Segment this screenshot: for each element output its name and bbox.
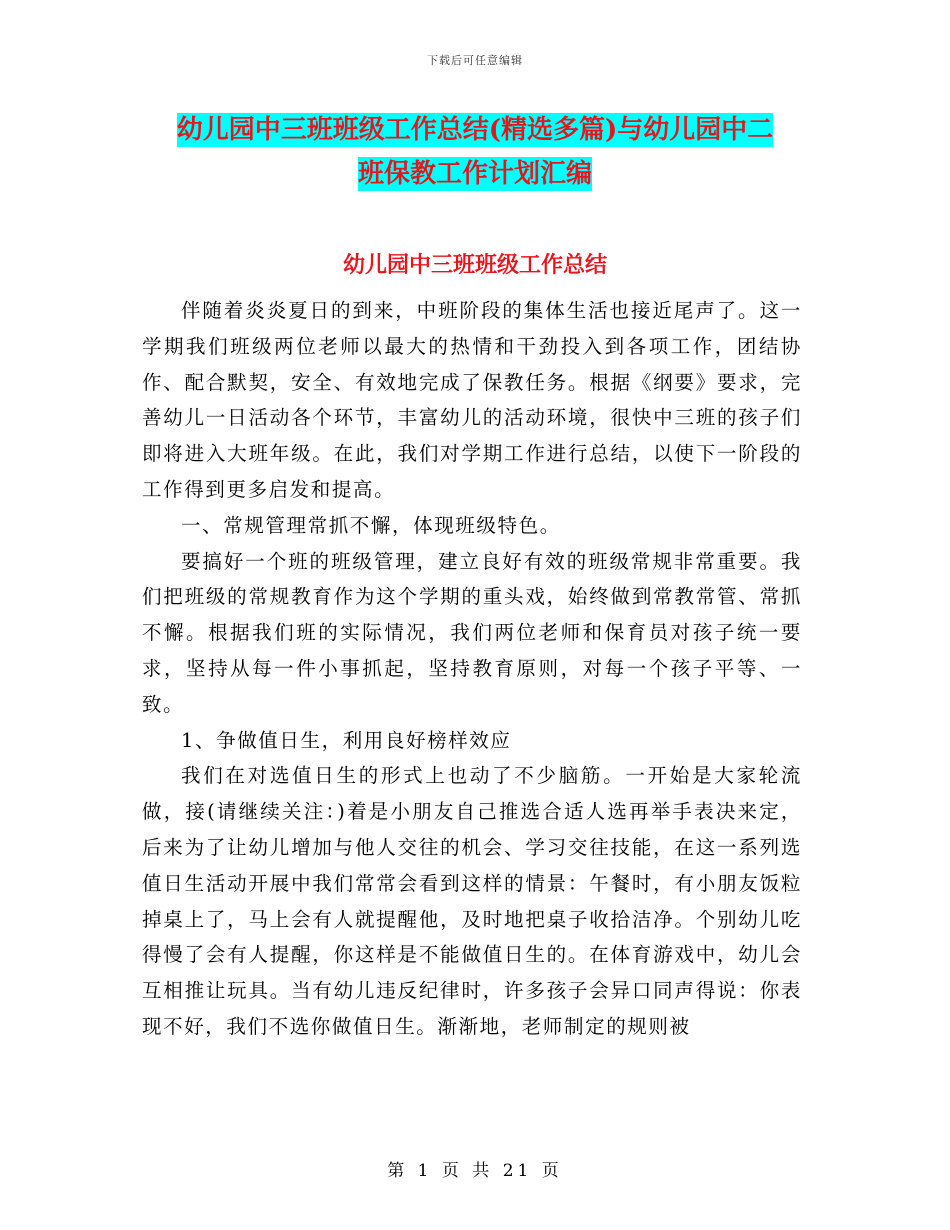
document-title-line-2: 班保教工作计划汇编 <box>357 159 592 189</box>
page-number: 第 1 页 共 21 页 <box>387 1161 563 1181</box>
header-note: 下载后可任意编辑 <box>427 54 523 67</box>
paragraph-duty: 我们在对选值日生的形式上也动了不少脑筋。一开始是大家轮流做，接(请继续关注：)着是小朋友自己推选合适人选再举手表决来定，后来为了让幼儿增加与他人交往的机会、学习交往技能，在这一系列选值日生活动开展中我们常常会看到这样的情景：午餐时，有小朋友饭粒掉桌上了，马上会有人就提醒他，及时地把桌子收拾洁净。个别幼儿吃得慢了会有人提醒，你这样是不能做值日生的。在体育游戏中，幼儿会互相推让玩具。当有幼儿违反纪律时，许多孩子会异口同声得说：你表现不好，我们不选你做值日生。渐渐地，老师制定的规则被 <box>142 764 802 1038</box>
paragraph-subheading-1: 1、争做值日生，利用良好榜样效应 <box>181 728 512 752</box>
body-text <box>142 293 802 1045</box>
paragraph-intro: 伴随着炎炎夏日的到来，中班阶段的集体生活也接近尾声了。这一学期我们班级两位老师以最大的热情和干劲投入到各项工作，团结协作、配合默契，安全、有效地完成了保教任务。根据《纲要》要求，完善幼儿一日活动各个环节，丰富幼儿的活动环境，很快中三班的孩子们即将进入大班年级。在此，我们对学期工作进行总结，以使下一阶段的工作得到更多启发和提高。 <box>142 299 802 501</box>
document-title-line-1: 幼儿园中三班班级工作总结(精选多篇)与幼儿园中二 <box>176 115 774 145</box>
paragraph-routine: 要搞好一个班的班级管理，建立良好有效的班级常规非常重要。我们把班级的常规教育作为这个学期的重头戏，始终做到常教常管、常抓不懈。根据我们班的实际情况，我们两位老师和保育员对孩子统一要求，坚持从每一件小事抓起，坚持教育原则，对每一个孩子平等、一致。 <box>142 549 802 716</box>
document-title <box>140 108 810 196</box>
section-heading: 幼儿园中三班班级工作总结 <box>342 252 607 278</box>
paragraph-heading-1: 一、常规管理常抓不懈，体现班级特色。 <box>181 513 561 537</box>
